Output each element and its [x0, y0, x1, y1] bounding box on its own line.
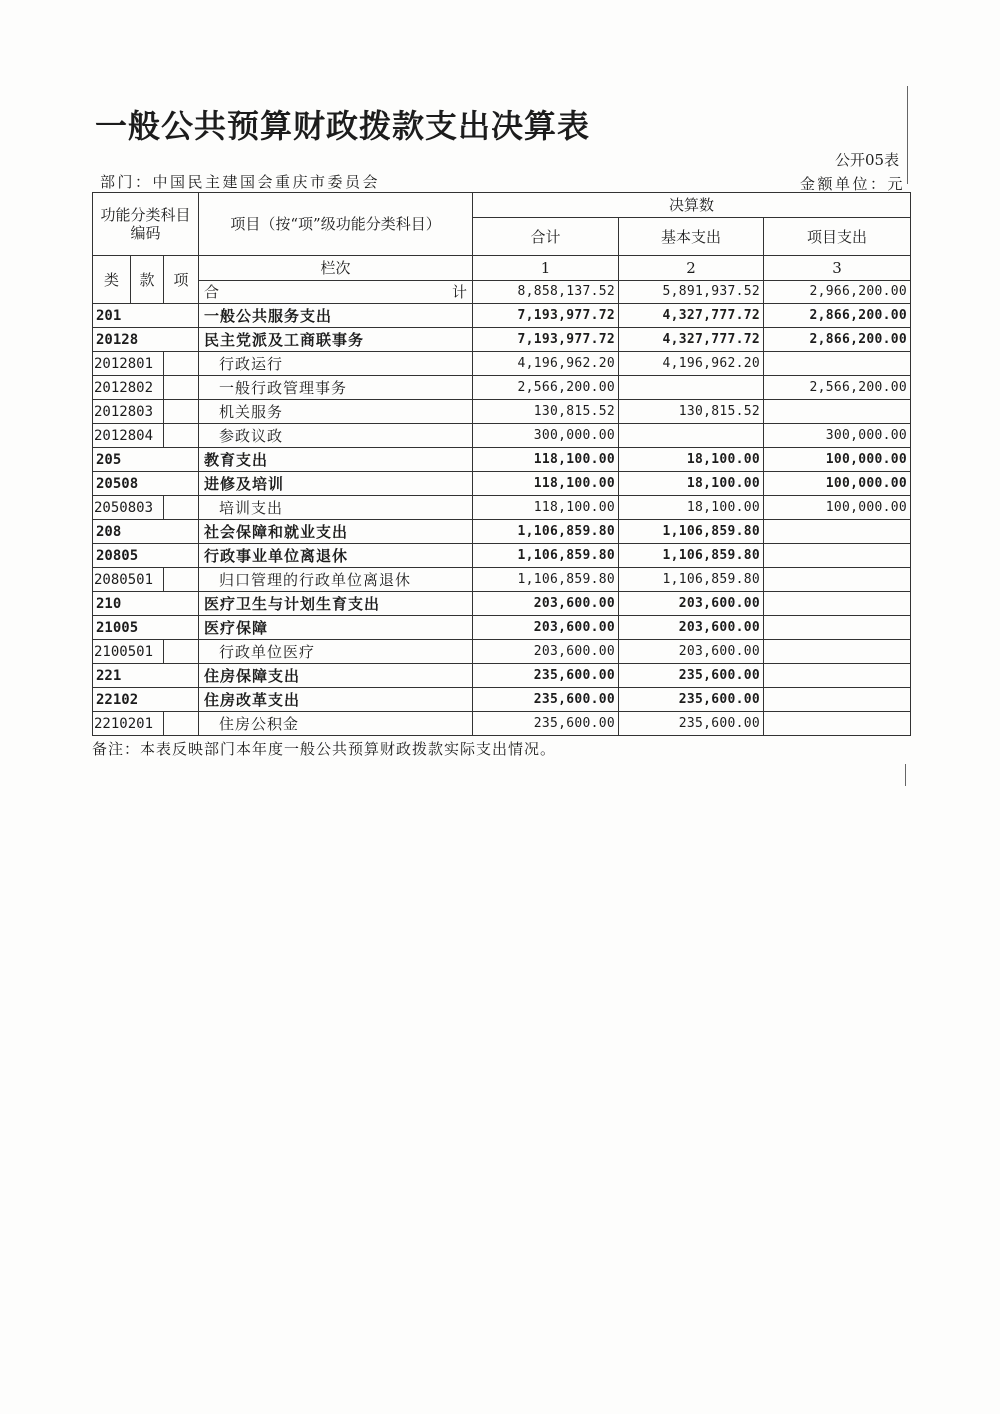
row-project — [764, 616, 911, 640]
row-name: 进修及培训 — [199, 472, 473, 496]
row-total: 1,106,859.80 — [473, 520, 619, 544]
row-code: 20128 — [93, 328, 199, 352]
row-project: 300,000.00 — [764, 424, 911, 448]
row-total: 1,106,859.80 — [473, 544, 619, 568]
header-total: 合计 — [473, 218, 619, 256]
column-index-3: 3 — [764, 256, 911, 281]
row-total: 2,566,200.00 — [473, 376, 619, 400]
row-project — [764, 592, 911, 616]
row-project: 100,000.00 — [764, 472, 911, 496]
table-row — [93, 712, 911, 736]
row-total: 235,600.00 — [473, 688, 619, 712]
row-name: 社会保障和就业支出 — [199, 520, 473, 544]
row-code: 2012801 — [93, 352, 164, 376]
row-code: 20805 — [93, 544, 199, 568]
row-project — [764, 400, 911, 424]
row-basic: 235,600.00 — [619, 664, 764, 688]
row-name: 参政议政 — [199, 424, 473, 448]
amount-unit-label: 金额单位：元 — [800, 175, 906, 193]
row-basic: 1,106,859.80 — [619, 520, 764, 544]
row-total: 118,100.00 — [473, 472, 619, 496]
header-code-group — [93, 193, 199, 256]
form-number: 公开05表 — [835, 151, 900, 169]
row-code: 21005 — [93, 616, 199, 640]
row-name: 住房公积金 — [199, 712, 473, 736]
expenditure-table — [92, 192, 911, 736]
row-name: 一般公共服务支出 — [199, 304, 473, 328]
row-total: 235,600.00 — [473, 664, 619, 688]
row-total: 7,193,977.72 — [473, 328, 619, 352]
row-name: 一般行政管理事务 — [199, 376, 473, 400]
row-code: 22102 — [93, 688, 199, 712]
row-code: 2012804 — [93, 424, 164, 448]
row-code: 208 — [93, 520, 199, 544]
header-code-group-line2: 编码 — [130, 224, 161, 242]
row-code-pad — [164, 640, 199, 664]
row-name: 医疗保障 — [199, 616, 473, 640]
row-code: 205 — [93, 448, 199, 472]
header-kuan: 款 — [131, 256, 164, 304]
total-project: 2,966,200.00 — [764, 281, 911, 304]
row-total: 118,100.00 — [473, 448, 619, 472]
table-row — [93, 616, 911, 640]
row-code-pad — [164, 712, 199, 736]
table-row — [93, 544, 911, 568]
row-name: 医疗卫生与计划生育支出 — [199, 592, 473, 616]
row-total: 1,106,859.80 — [473, 568, 619, 592]
footnote: 备注：本表反映部门本年度一般公共预算财政拨款实际支出情况。 — [92, 740, 557, 758]
row-total: 203,600.00 — [473, 640, 619, 664]
row-code: 2100501 — [93, 640, 164, 664]
header-basic: 基本支出 — [619, 218, 764, 256]
row-project: 2,866,200.00 — [764, 328, 911, 352]
table-row — [93, 400, 911, 424]
table-row — [93, 496, 911, 520]
row-basic: 1,106,859.80 — [619, 544, 764, 568]
header-xiang: 项 — [164, 256, 199, 304]
row-code: 20508 — [93, 472, 199, 496]
row-project: 100,000.00 — [764, 496, 911, 520]
row-total: 203,600.00 — [473, 592, 619, 616]
row-total: 235,600.00 — [473, 712, 619, 736]
row-total: 4,196,962.20 — [473, 352, 619, 376]
table-row — [93, 424, 911, 448]
total-label-right: 计 — [452, 283, 468, 301]
row-project: 2,566,200.00 — [764, 376, 911, 400]
row-basic — [619, 424, 764, 448]
row-project — [764, 712, 911, 736]
row-name: 民主党派及工商联事务 — [199, 328, 473, 352]
row-code-pad — [164, 568, 199, 592]
table-row — [93, 664, 911, 688]
total-total: 8,858,137.52 — [473, 281, 619, 304]
header-lei: 类 — [93, 256, 131, 304]
table-row — [93, 304, 911, 328]
table-row — [93, 592, 911, 616]
row-basic: 1,106,859.80 — [619, 568, 764, 592]
row-project — [764, 664, 911, 688]
row-project — [764, 544, 911, 568]
row-code: 201 — [93, 304, 199, 328]
row-basic: 4,327,777.72 — [619, 328, 764, 352]
row-basic: 203,600.00 — [619, 616, 764, 640]
row-name: 行政运行 — [199, 352, 473, 376]
row-basic: 130,815.52 — [619, 400, 764, 424]
table-row — [93, 328, 911, 352]
row-total: 203,600.00 — [473, 616, 619, 640]
row-code: 2080501 — [93, 568, 164, 592]
header-project: 项目支出 — [764, 218, 911, 256]
row-name: 机关服务 — [199, 400, 473, 424]
column-index-1: 1 — [473, 256, 619, 281]
column-index-label: 栏次 — [199, 256, 473, 281]
row-name: 住房改革支出 — [199, 688, 473, 712]
table-row — [93, 520, 911, 544]
row-basic: 235,600.00 — [619, 712, 764, 736]
row-code: 210 — [93, 592, 199, 616]
row-name: 教育支出 — [199, 448, 473, 472]
total-basic: 5,891,937.52 — [619, 281, 764, 304]
row-code-pad — [164, 400, 199, 424]
row-basic: 18,100.00 — [619, 472, 764, 496]
row-code: 2050803 — [93, 496, 164, 520]
row-code: 2012802 — [93, 376, 164, 400]
total-label — [199, 281, 473, 304]
header-final-accounts: 决算数 — [473, 193, 911, 218]
row-total: 300,000.00 — [473, 424, 619, 448]
row-name: 培训支出 — [199, 496, 473, 520]
row-code-pad — [164, 424, 199, 448]
row-basic: 235,600.00 — [619, 688, 764, 712]
row-name: 归口管理的行政单位离退休 — [199, 568, 473, 592]
row-basic: 203,600.00 — [619, 592, 764, 616]
row-name: 住房保障支出 — [199, 664, 473, 688]
table-row — [93, 472, 911, 496]
table-row — [93, 448, 911, 472]
row-basic: 18,100.00 — [619, 496, 764, 520]
table-row — [93, 352, 911, 376]
row-total: 118,100.00 — [473, 496, 619, 520]
row-project: 2,866,200.00 — [764, 304, 911, 328]
table-row — [93, 640, 911, 664]
row-basic: 4,196,962.20 — [619, 352, 764, 376]
scan-edge-mark — [905, 764, 906, 786]
row-code-pad — [164, 376, 199, 400]
row-code-pad — [164, 496, 199, 520]
header-row — [93, 193, 911, 218]
scan-edge-line — [907, 86, 908, 184]
row-code-pad — [164, 352, 199, 376]
table-row — [93, 688, 911, 712]
row-name: 行政单位医疗 — [199, 640, 473, 664]
department-label: 部门：中国民主建国会重庆市委员会 — [100, 173, 381, 191]
header-item: 项目（按“项”级功能分类科目） — [199, 193, 473, 256]
row-project — [764, 640, 911, 664]
row-basic: 18,100.00 — [619, 448, 764, 472]
row-basic: 203,600.00 — [619, 640, 764, 664]
column-index-2: 2 — [619, 256, 764, 281]
total-row — [93, 281, 911, 304]
row-code: 2210201 — [93, 712, 164, 736]
page-title: 一般公共预算财政拨款支出决算表 — [95, 107, 591, 145]
row-total: 130,815.52 — [473, 400, 619, 424]
row-project — [764, 568, 911, 592]
header-code-group-line1: 功能分类科目 — [100, 206, 191, 224]
table-row — [93, 568, 911, 592]
header-row — [93, 256, 911, 281]
row-name: 行政事业单位离退休 — [199, 544, 473, 568]
row-project — [764, 352, 911, 376]
row-code: 221 — [93, 664, 199, 688]
row-project — [764, 688, 911, 712]
total-label-left: 合 — [204, 283, 220, 301]
row-basic: 4,327,777.72 — [619, 304, 764, 328]
row-project — [764, 520, 911, 544]
row-project: 100,000.00 — [764, 448, 911, 472]
row-code: 2012803 — [93, 400, 164, 424]
row-total: 7,193,977.72 — [473, 304, 619, 328]
row-basic — [619, 376, 764, 400]
table-row — [93, 376, 911, 400]
